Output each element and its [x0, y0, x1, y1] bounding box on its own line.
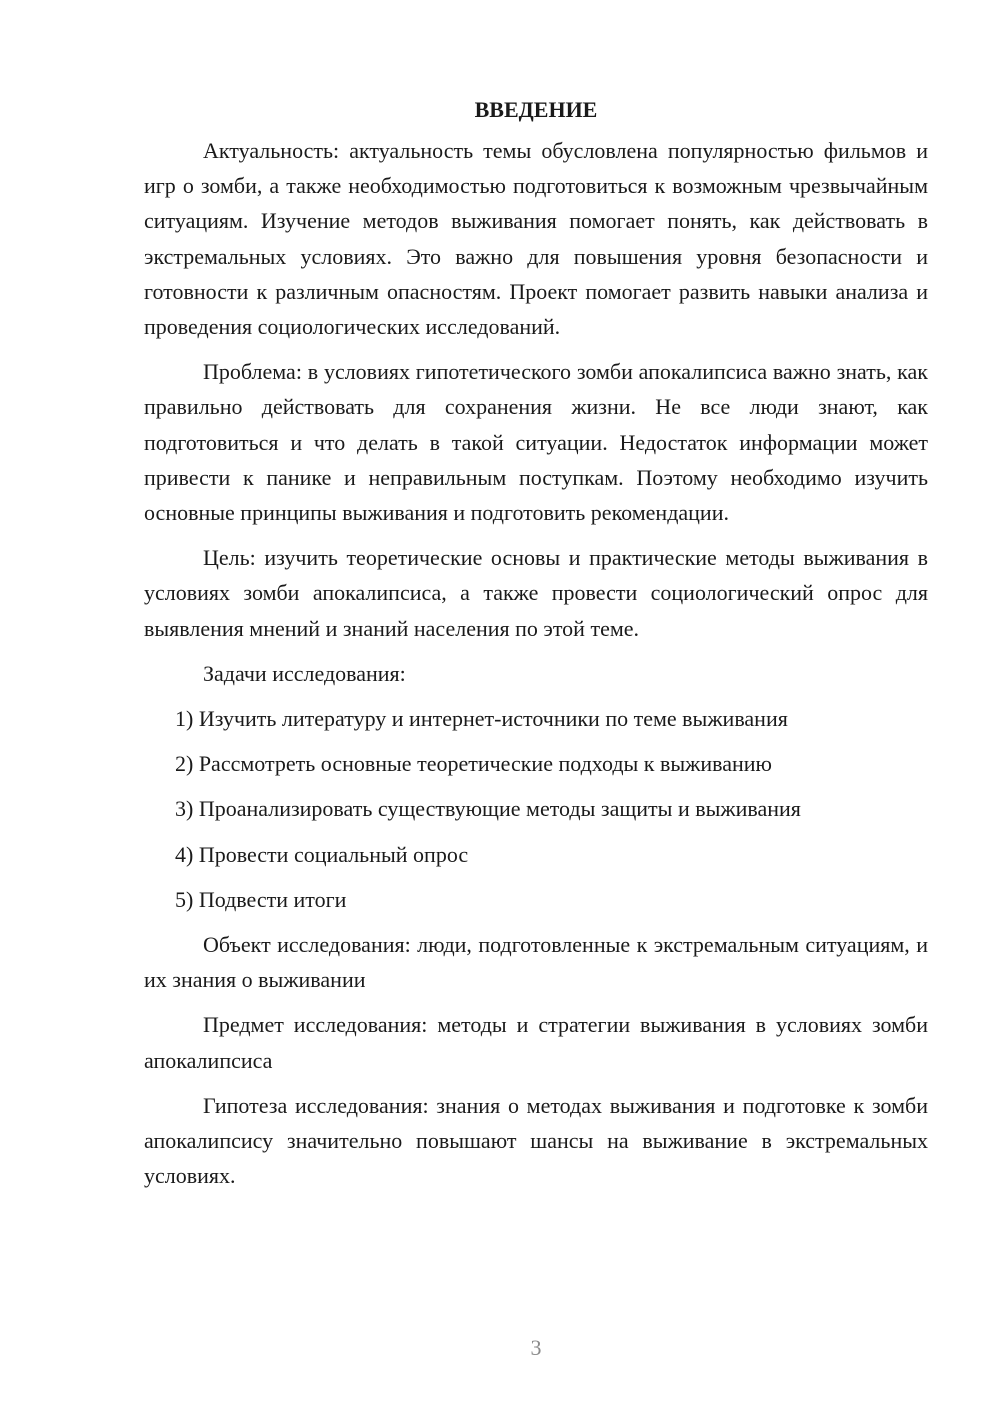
page-title: ВВЕДЕНИЕ: [474, 97, 598, 122]
tasks-label: Задачи исследования:: [203, 660, 406, 686]
list-item: 4) Провести социальный опрос: [175, 841, 469, 867]
goal-paragraph: Цель: изучить теоретические основы и практические методы выживания в условиях зомби апокалипсиса, а также провести социологический опрос для выявления мнений и знаний населения по этой теме.: [144, 545, 928, 641]
problem-paragraph: Проблема: в условиях гипотетического зомби апокалипсиса важно знать, как правильно действовать для сохранения жизни. Не все люди знают, как подготовиться и что делать в такой ситуации. Недостаток информации может привести к панике и неправильным поступкам. Поэтому необходимо изучить основные принципы выживания и подготовить рекомендации.: [144, 359, 928, 526]
list-item: 5) Подвести итоги: [175, 886, 347, 912]
tasks-list: [144, 701, 928, 917]
list-item: 1) Изучить литературу и интернет-источники по теме выживания: [175, 706, 788, 732]
hypothesis-paragraph: Гипотеза исследования: знания о методах выживания и подготовке к зомби апокалипсису значительно повышают шансы на выживание в экстремальных условиях.: [144, 1092, 928, 1189]
page-content: [144, 92, 928, 1203]
relevance-paragraph: Актуальность: актуальность темы обусловлена популярностью фильмов и игр о зомби, а также необходимостью подготовиться к возможным чрезвычайным ситуациям. Изучение методов выживания помогает понять, как действовать в экстремальных условиях. Это важно для повышения уровня безопасности и готовности к различным опасностям. Проект помогает развить навыки анализа и проведения социологических исследований.: [144, 138, 928, 340]
page-number: 3: [530, 1335, 542, 1360]
list-item: 3) Проанализировать существующие методы защиты и выживания: [175, 796, 801, 822]
list-item: 2) Рассмотреть основные теоретические подходы к выживанию: [175, 751, 772, 777]
object-paragraph: Объект исследования: люди, подготовленные к экстремальным ситуациям, и их знания о выживании: [144, 932, 928, 993]
subject-paragraph: Предмет исследования: методы и стратегии выживания в условиях зомби апокалипсиса: [144, 1012, 928, 1073]
